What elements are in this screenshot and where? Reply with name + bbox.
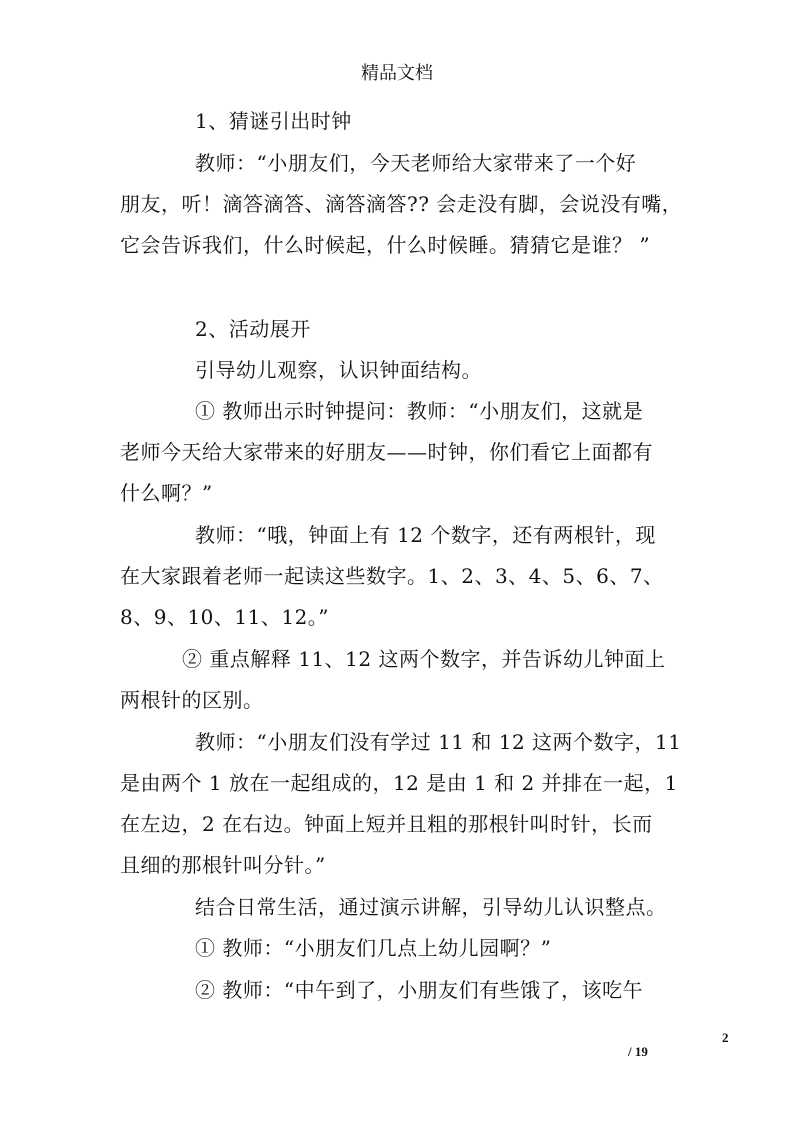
paragraph-line: ① 教师出示时钟提问：教师：“小朋友们，这就是 xyxy=(195,399,644,423)
paragraph-line: 引导幼儿观察，认识钟面结构。 xyxy=(195,358,482,382)
section-heading-activity: 2、活动展开 xyxy=(195,317,311,341)
paragraph-line: 结合日常生活，通过演示讲解，引导幼儿认识整点。 xyxy=(195,895,667,919)
paragraph-line: 朋友，听！滴答滴答、滴答滴答?? 会走没有脚，会说没有嘴， xyxy=(120,192,683,216)
page-number: 2 xyxy=(722,1030,729,1045)
paragraph-line: 什么啊？” xyxy=(120,481,213,505)
paragraph-line: 它会告诉我们，什么时候起，什么时候睡。猜猜它是谁？ ” xyxy=(120,233,651,257)
paragraph-line: ② 教师：“中午到了，小朋友们有些饿了，该吃午 xyxy=(195,978,644,1002)
paragraph-line: ② 重点解释 11、12 这两个数字，并告诉幼儿钟面上 xyxy=(182,647,666,671)
page-total: / 19 xyxy=(628,1044,648,1059)
paragraph-line: ① 教师：“小朋友们几点上幼儿园啊？” xyxy=(195,936,552,960)
paragraph-line: 教师：“小朋友们，今天老师给大家带来了一个好 xyxy=(195,151,637,175)
paragraph-line: 教师：“哦，钟面上有 12 个数字，还有两根针，现 xyxy=(195,523,656,547)
paragraph-line: 8、9、10、11、12。” xyxy=(120,605,330,629)
paragraph-line: 教师：“小朋友们没有学过 11 和 12 这两个数字，11 xyxy=(195,730,682,754)
paragraph-line: 且细的那根针叫分针。” xyxy=(120,853,326,877)
page-header: 精品文档 xyxy=(361,63,433,84)
section-heading-riddle: 1、猜谜引出时钟 xyxy=(195,109,352,133)
paragraph-line: 老师今天给大家带来的好朋友——时钟，你们看它上面都有 xyxy=(120,440,653,464)
paragraph-line: 在大家跟着老师一起读这些数字。1、2、3、4、5、6、7、 xyxy=(120,564,664,588)
paragraph-line: 是由两个 1 放在一起组成的，12 是由 1 和 2 并排在一起，1 xyxy=(120,771,678,795)
paragraph-line: 两根针的区别。 xyxy=(120,688,264,712)
paragraph-line: 在左边，2 在右边。钟面上短并且粗的那根针叫时针，长而 xyxy=(120,812,653,836)
